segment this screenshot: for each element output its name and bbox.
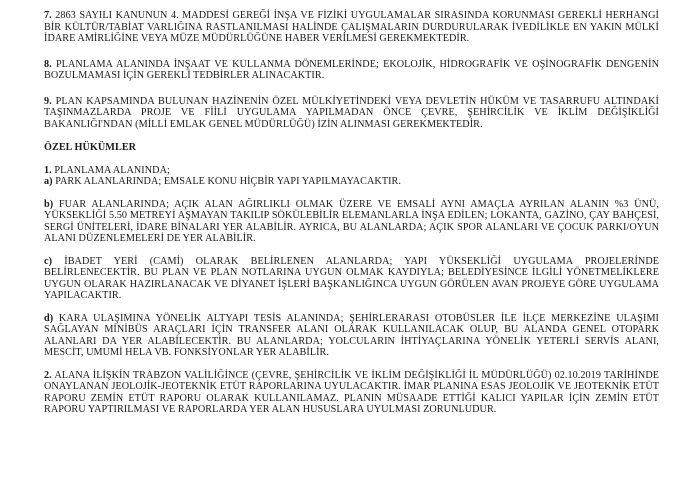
paragraph-8 [44, 59, 659, 82]
paragraph-number: 8. [44, 58, 52, 70]
item-letter: a) [44, 176, 53, 187]
item-d [44, 313, 659, 359]
paragraph-text: PLANLAMA ALANINDA İNŞAAT VE KULLANMA DÖNEMLERİNDE; EKOLOJİK, HİDROGRAFİK VE OŞİNOGRAFİK DENGENİN BOZULMAMASI İÇİN GEREKLİ TEDBİRLER ALINACAKTIR. [44, 58, 659, 81]
section-2 [44, 370, 659, 416]
item-a [44, 176, 659, 188]
item-text: İBADET YERİ (CAMİ) OLARAK BELİRLENEN ALANLARDA; YAPI YÜKSEKLİĞİ UYGULAMA PROJELERİNDE BELİRLENECEKTİR. BU PLAN VE PLAN NOTLARINA UYGUN OLMAK KAYDIYLA; BELEDİYESİNCE İLGİLİ YÖNETMELİKLERE UYGUN OLARAK HAZIRLANACAK VE DİYANET İŞLERİ BAŞKANLIĞINCA UYGUN GÖRÜLEN AVAN PROJEYE GÖRE UYGULAMA YAPILACAKTIR. [44, 255, 659, 301]
paragraph-text: 2863 SAYILI KANUNUN 4. MADDESİ GEREĞİ İNŞA VE FİZİKİ UYGULAMALAR SIRASINDA KORUNMASI GEREKLİ HERHANGİ BİR KÜLTÜR/TABİAT VARLIĞINA RASTLANILMASI HALİNDE ÇALIŞMALARIN DURDURULARAK İVEDİLİKLE EN YAKIN MÜLKİ İDARE AMİRLİĞİNE VEYA MÜZE MÜDÜRLÜĞÜNE HABER VERİLMESİ GEREKMEKTEDİR. [44, 10, 659, 44]
paragraph-7 [44, 10, 659, 45]
item-letter: b) [44, 198, 54, 210]
paragraph-9 [44, 96, 659, 131]
item-text: KARA ULAŞIMINA YÖNELİK ALTYAPI TESİS ALANINDA; ŞEHİRLERARASI OTOBÜSLER İLE İLÇE MERKEZİNE ULAŞIMI SAĞLAYAN MİNİBÜS ARAÇLARI İÇİN TRANSFER ALANI OLARAK KULLANILACAK OLUP, BU ALANDA GENEL OTOPARK ALANLARI DA YER ALABİLECEKTİR. BU ALANLARDA; YOLCULARIN İHTİYAÇLARINA YÖNELİK YETERLİ SERVİS ALANI, MESCİT, UMUMİ HELA VB. FONKSİYONLAR YER ALABİLİR. [44, 312, 659, 358]
section-number: 1. [44, 164, 52, 176]
item-b [44, 199, 659, 245]
item-text: PARK ALANLARINDA; EMSALE KONU HİÇBİR YAPI YAPILMAYACAKTIR. [52, 176, 401, 187]
section-1-title [44, 165, 659, 177]
section-title-text: PLANLAMA ALANINDA; [51, 164, 170, 176]
paragraph-text: PLAN KAPSAMINDA BULUNAN HAZİNENİN ÖZEL MÜLKİYETİNDEKİ VEYA DEVLETİN HÜKÜM VE TASARRUFU ALTINDAKİ TAŞINMAZLARDA PROJE VE FİİLİ UYGULAMA YAPILMADAN ÖNCE ÇEVRE, ŞEHİRCİLİK VE İKLİM DEĞİŞİKLİĞİ BAKANLIĞI'NDAN (MİLLİ EMLAK GENEL MÜDÜRLÜĞÜ) İZİN ALINMASI GEREKMEKTEDİR. [44, 95, 659, 130]
item-c [44, 256, 659, 302]
item-letter: c) [44, 255, 53, 267]
item-text: FUAR ALANLARINDA; AÇIK ALAN AĞIRLIKLI OLMAK ÜZERE VE EMSALİ AYNI AMAÇLA AYRILAN ALANIN %3 ÜNÜ, YÜKSEKLİĞİ 5.50 METREYİ AŞMAYAN TAKILIP SÖKÜLEBİLİR ELEMANLARLA İNŞA EDİLEN; LOKANTA, GAZİNO, ÇAY BAHÇESİ, SERGİ ÜNİTELERİ, İDARE BİNALARI YER ALABİLİR. AYRICA, BU ALANLARDA; AÇIK SPOR ALANLARI VE ÇOCUK PARKI/OYUN ALANI DÜZENLEMELERİ DE YER ALABİLİR. [44, 198, 659, 244]
section-number: 2. [44, 369, 52, 381]
item-letter: d) [44, 312, 54, 324]
special-provisions-heading: ÖZEL HÜKÜMLER [44, 142, 137, 153]
paragraph-number: 7. [44, 10, 52, 21]
section-text: ALANA İLİŞKİN TRABZON VALİLİĞİNCE (ÇEVRE, ŞEHİRCİLİK VE İKLİM DEĞİŞİKLİĞİ İL MÜDÜRLÜĞÜ) 02.10.2019 TARİHİNDE ONAYLANAN JEOLOJİK-JEOTEKNİK ETÜT RAPORLARINA UYULACAKTIR. İMAR PLANINA ESAS JEOLOJİK VE JEOTEKNİK ETÜT RAPORU ZEMİN ETÜT RAPORU OLARAK KULLANILAMAZ. PLANIN MÜSAADE ETTİĞİ KALICI YAPILAR İÇİN ZEMİN ETÜT RAPORU YAPTIRILMASI VE RAPORLARDA YER ALAN HUSUSLARA UYULMASI ZORUNLUDUR. [44, 369, 659, 415]
paragraph-number: 9. [44, 95, 52, 107]
